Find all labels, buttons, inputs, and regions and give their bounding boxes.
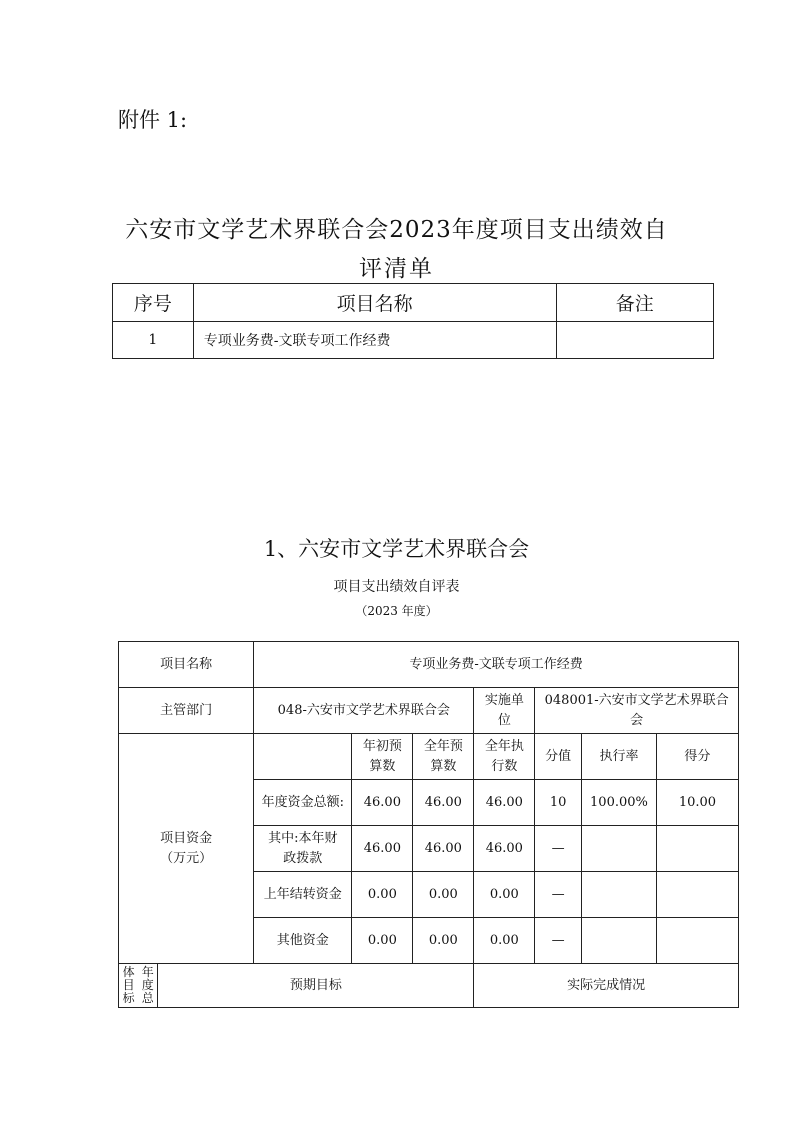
goal-side-a: 体目标 [122, 965, 135, 1005]
section-heading: 1、六安市文学艺术界联合会 [263, 537, 530, 561]
impl-label: 实施单位 [474, 688, 535, 734]
row-no: 1 [113, 322, 194, 359]
fund-got [656, 872, 738, 918]
fund-score: — [535, 872, 582, 918]
dept-label: 主管部门 [119, 688, 254, 734]
col-header: 执行率 [582, 734, 657, 780]
fund-v2: 0.00 [413, 872, 474, 918]
project-list-table [112, 283, 714, 359]
project-name-value: 专项业务费-文联专项工作经费 [254, 642, 739, 688]
fund-rate [582, 826, 657, 872]
blank-cell [254, 734, 352, 780]
fund-v1: 0.00 [352, 918, 413, 964]
fund-score: — [535, 918, 582, 964]
fund-label: 上年结转资金 [254, 872, 352, 918]
funds-label-main: 项目资金 [160, 830, 213, 846]
fund-got: 10.00 [656, 780, 738, 826]
fund-v3: 46.00 [474, 826, 535, 872]
funds-label-unit: （万元） [160, 850, 213, 866]
document-title: 六安市文学艺术界联合会2023年度项目支出绩效自 [125, 217, 668, 243]
fund-label: 其中:本年财政拨款 [254, 826, 352, 872]
header-no: 序号 [113, 284, 194, 322]
attachment-label: 附件 1: [118, 108, 188, 132]
fund-rate [582, 918, 657, 964]
fund-v2: 0.00 [413, 918, 474, 964]
fund-v1: 46.00 [352, 826, 413, 872]
row-note [556, 322, 714, 359]
form-year: （2023 年度） [355, 604, 438, 618]
fund-v1: 46.00 [352, 780, 413, 826]
fund-got [656, 826, 738, 872]
expected-goal-header: 预期目标 [158, 964, 474, 1008]
fund-v1: 0.00 [352, 872, 413, 918]
fund-score: — [535, 826, 582, 872]
evaluation-form [118, 641, 739, 1008]
col-header: 年初预算数 [352, 734, 413, 780]
fund-v3: 0.00 [474, 918, 535, 964]
goal-side-b: 年度总 [141, 965, 154, 1005]
row-name: 专项业务费-文联专项工作经费 [193, 322, 556, 359]
fund-rate [582, 872, 657, 918]
form-title: 项目支出绩效自评表 [333, 579, 460, 595]
fund-v2: 46.00 [413, 780, 474, 826]
goal-side-label [119, 964, 158, 1008]
header-note: 备注 [556, 284, 714, 322]
col-header: 全年执行数 [474, 734, 535, 780]
fund-v3: 0.00 [474, 872, 535, 918]
project-name-label: 项目名称 [119, 642, 254, 688]
funds-label [119, 734, 254, 964]
col-header: 得分 [656, 734, 738, 780]
document-title-cont: 评清单 [359, 256, 434, 282]
fund-rate: 100.00% [582, 780, 657, 826]
col-header: 全年预算数 [413, 734, 474, 780]
dept-value: 048-六安市文学艺术界联合会 [254, 688, 474, 734]
table-row [113, 322, 714, 359]
fund-v3: 46.00 [474, 780, 535, 826]
actual-status-header: 实际完成情况 [474, 964, 739, 1008]
fund-label: 年度资金总额: [254, 780, 352, 826]
fund-got [656, 918, 738, 964]
fund-v2: 46.00 [413, 826, 474, 872]
header-name: 项目名称 [193, 284, 556, 322]
fund-score: 10 [535, 780, 582, 826]
impl-value: 048001-六安市文学艺术界联合会 [535, 688, 739, 734]
col-header: 分值 [535, 734, 582, 780]
fund-label: 其他资金 [254, 918, 352, 964]
